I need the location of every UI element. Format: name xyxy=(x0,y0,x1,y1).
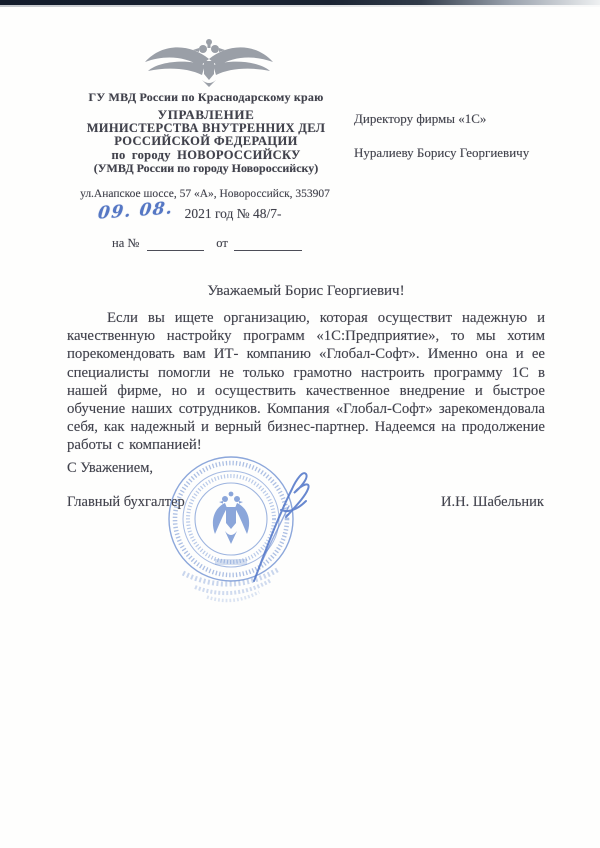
closing-line: С Уважением, xyxy=(67,460,154,476)
signer-title: Главный бухгалтер xyxy=(67,494,185,510)
org-line: РОССИЙСКОЙ ФЕДЕРАЦИИ xyxy=(114,134,298,149)
ref-prefix-label: на № xyxy=(112,236,140,250)
mvd-eagle-emblem-icon xyxy=(143,34,275,88)
recipient-name: Нуралиеву Борису Георгиевичу xyxy=(354,145,530,160)
round-stamp-icon xyxy=(155,447,307,609)
letter-body-paragraph: Если вы ищете организацию, которая осуществит надежную и качественную настройку программ «1С:Предприятие», то мы хотим порекомендовать вам ИТ- компанию «Глобал-Софт». Именно она и ее специалисты помогли не только грамотно настроить программу 1С в нашей фирме, но и осуществить качественное внедрение и быстрое обучение наших сотрудников. Компания «Глобал-Софт» зарекомендовала себя, как надежный и верный бизнес-партнер. Надеемся на продолжение работы с компанией! xyxy=(67,310,545,454)
org-name-block xyxy=(50,108,362,176)
handwritten-signature-icon xyxy=(246,461,324,589)
org-line: по городу НОВОРОССИЙСКУ xyxy=(111,147,301,162)
ref-date-blank xyxy=(234,238,302,251)
salutation-line: Уважаемый Борис Георгиевич! xyxy=(207,283,405,299)
ref-number-blank xyxy=(147,238,204,251)
org-line: (УМВД России по городу Новороссийску) xyxy=(93,161,319,176)
agency-line: ГУ МВД России по Краснодарскому краю xyxy=(88,90,324,104)
scanner-edge-shadow xyxy=(0,5,600,7)
typed-date-number: 2021 год № 48/7- xyxy=(184,206,282,221)
org-line: МИНИСТЕРСТВА ВНУТРЕННИХ ДЕЛ xyxy=(86,120,326,135)
org-address-line: ул.Анапское шоссе, 57 «А», Новороссийск, 353907 xyxy=(80,188,330,200)
incoming-reference-line xyxy=(112,236,302,251)
signer-name: И.Н. Шабельник xyxy=(441,494,544,510)
recipient-block xyxy=(354,112,584,160)
handwritten-date: 09. 08. xyxy=(97,198,175,224)
ref-from-label: от xyxy=(216,236,228,250)
org-line: УПРАВЛЕНИЕ xyxy=(157,107,255,122)
recipient-title: Директору фирмы «1С» xyxy=(354,111,487,126)
date-reference-line xyxy=(97,198,282,224)
